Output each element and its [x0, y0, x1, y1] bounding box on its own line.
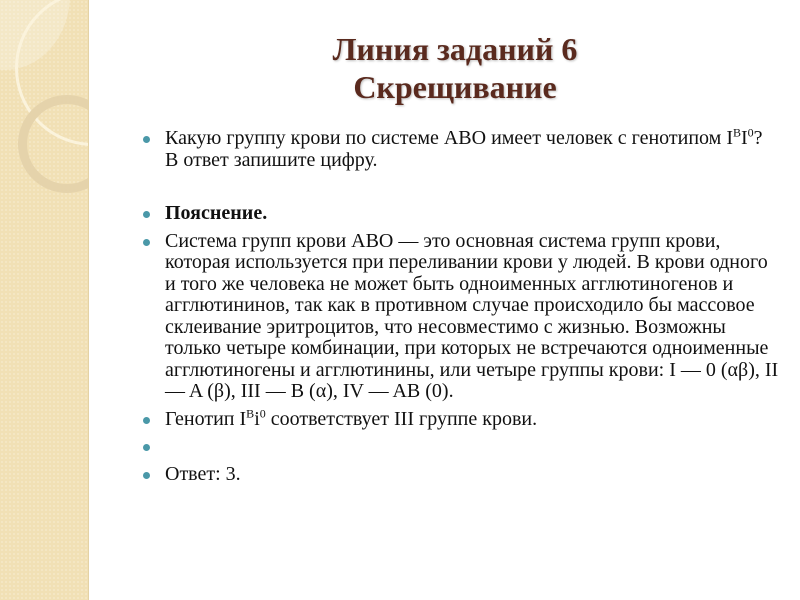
question-text: I: [741, 127, 748, 149]
genotype-item: [140, 405, 780, 431]
explanation-heading: [140, 203, 780, 225]
question-text: Какую группу крови по системе АВО имеет человек с генотипом I: [165, 127, 733, 149]
title-line-2: Скрещивание: [353, 69, 557, 105]
question-item: [140, 125, 780, 171]
title-line-1: Линия заданий 6: [332, 31, 578, 67]
answer-item: Ответ: 3.: [140, 464, 780, 486]
superscript: 0: [747, 125, 754, 140]
genotype-text: Генотип I: [165, 407, 247, 430]
explanation-heading-text: Пояснение.: [165, 202, 268, 224]
decorative-sidebar: [0, 0, 89, 600]
superscript: 0: [259, 405, 266, 420]
slide-title: [140, 30, 770, 106]
slide-content: [140, 125, 780, 491]
genotype-text: i: [254, 407, 260, 430]
superscript: B: [732, 125, 741, 140]
genotype-text: соответствует III группе крови.: [265, 407, 538, 430]
empty-item: [140, 436, 780, 458]
superscript: B: [246, 405, 255, 420]
question-text: ? В ответ запишите цифру.: [165, 127, 763, 171]
explanation-item: Система групп крови АВО — это основная система групп крови, которая используется при переливании крови у людей. В крови одного и того же человека не может быть одноименных агглютиногенов и агглютининов, так как в противном случае происходило бы массовое склеивание эритроцитов, что несовместимо с жизнью. Возможны только четыре комбинации, при которых не встречаются одноименные агглютиногены и агглютинины, или четыре группы крови: I — 0 (αβ), II — A (β), III — B (α), IV — AB (0).: [140, 231, 780, 403]
